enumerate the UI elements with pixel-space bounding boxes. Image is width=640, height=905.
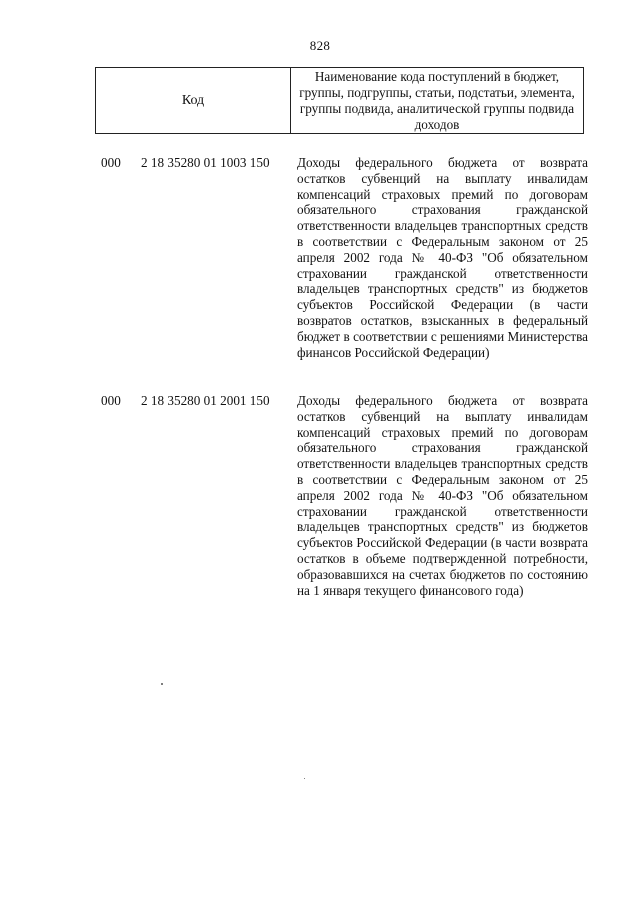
income-description: Доходы федерального бюджета от возврата остатков субвенций на выплату инвалидам компенсаций страховых премий по договорам обязательного страхования гражданской ответственности владельцев транспортных средств в соответствии с Федеральным законом от 25 апреля 2002 года № 40-ФЗ "Об обязательном страховании гражданской ответственности владельцев транспортных средств" из бюджетов субъектов Российской Федерации (в части возвратов остатков, взысканных в федеральный бюджет в соответствии с решениями Министерства финансов Российской Федерации) — [297, 155, 588, 360]
scan-speck — [161, 683, 163, 685]
income-code: 2 18 35280 01 2001 150 — [141, 393, 270, 408]
scan-speck — [304, 778, 305, 779]
income-description: Доходы федерального бюджета от возврата остатков субвенций на выплату инвалидам компенсаций страховых премий по договорам обязательного страхования гражданской ответственности владельцев транспортных средств в соответствии с Федеральным законом от 25 апреля 2002 года № 40-ФЗ "Об обязательном страховании гражданской ответственности владельцев транспортных средств" из бюджетов субъектов Российской Федерации (в части возврата остатков в объеме подтвержденной потребности, образовавшихся на счетах бюджетов по состоянию на 1 января текущего финансового года) — [297, 393, 588, 598]
page-number: 828 — [309, 38, 331, 53]
header-code-label: Код — [96, 68, 291, 133]
admin-code: 000 — [101, 393, 121, 408]
table-header — [95, 67, 584, 134]
header-name-label: Наименование кода поступлений в бюджет, группы, подгруппы, статьи, подстатьи, элемента, группы подвида, аналитической группы подвида доходов — [299, 69, 575, 132]
income-code: 2 18 35280 01 1003 150 — [141, 155, 270, 170]
admin-code: 000 — [101, 155, 121, 170]
